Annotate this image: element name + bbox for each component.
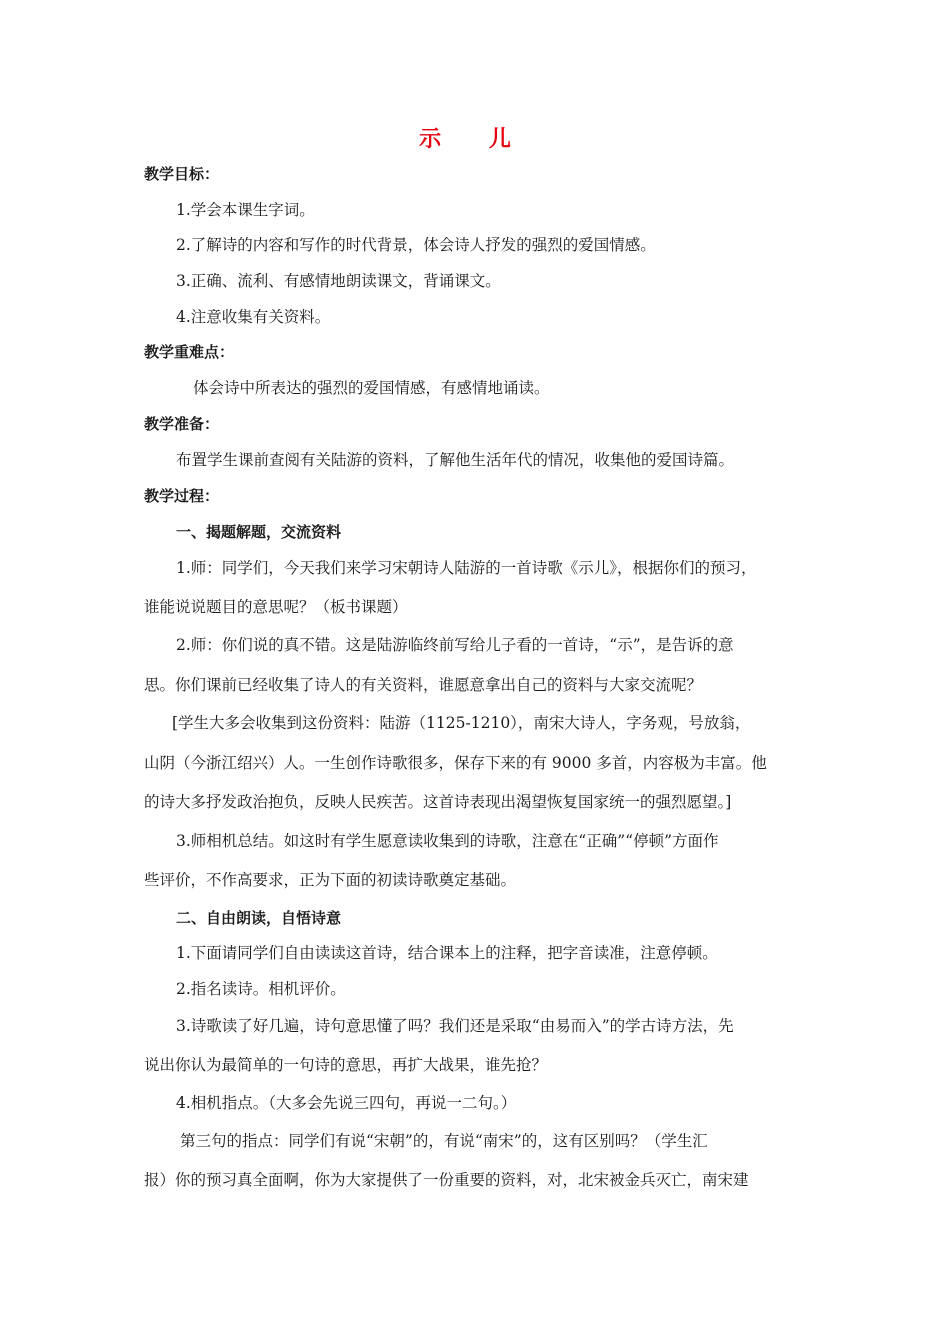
paragraph-line: 的诗大多抒发政治抱负，反映人民疾苦。这首诗表现出渴望恢复国家统一的强烈愿望。] xyxy=(144,793,732,811)
paragraph-line: 第三句的指点：同学们有说“宋朝”的，有说“南宋”的，这有区别吗？（学生汇 xyxy=(180,1132,708,1150)
paragraph-line: 谁能说说题目的意思呢？（板书课题） xyxy=(144,598,408,616)
section1-title: 一、揭题解题，交流资料 xyxy=(176,523,342,541)
paragraph-line: 2.指名读诗。相机评价。 xyxy=(176,980,346,998)
goal-item: 3.正确、流利、有感情地朗读课文，背诵课文。 xyxy=(176,272,501,290)
goal-item: 2.了解诗的内容和写作的时代背景，体会诗人抒发的强烈的爱国情感。 xyxy=(176,236,656,254)
paragraph-line: 4.相机指点。（大多会先说三四句，再说一二句。） xyxy=(176,1094,517,1112)
prep-heading: 教学准备： xyxy=(144,415,220,433)
paragraph-line: 些评价，不作高要求，正为下面的初读诗歌奠定基础。 xyxy=(144,871,517,889)
paragraph-line: 3.诗歌读了好几遍，诗句意思懂了吗？我们还是采取“由易而入”的学古诗方法，先 xyxy=(176,1017,734,1035)
section2-title: 二、自由朗读，自悟诗意 xyxy=(176,909,342,927)
process-heading: 教学过程： xyxy=(144,487,220,505)
goals-heading: 教学目标： xyxy=(144,165,220,183)
paragraph-line: 3.师相机总结。如这时有学生愿意读收集到的诗歌，注意在“正确”“停顿”方面作 xyxy=(176,832,719,850)
paragraph-line: 2.师：你们说的真不错。这是陆游临终前写给儿子看的一首诗，“示”，是告诉的意 xyxy=(176,636,734,654)
paragraph-line: 1.师：同学们，今天我们来学习宋朝诗人陆游的一首诗歌《示儿》，根据你们的预习， xyxy=(176,559,757,577)
paragraph-line: [学生大多会收集到这份资料：陆游（1125-1210），南宋大诗人，字务观，号放翁， xyxy=(172,714,751,732)
document-title: 示 儿 xyxy=(419,127,531,152)
goal-item: 4.注意收集有关资料。 xyxy=(176,308,331,326)
paragraph-line: 说出你认为最简单的一句诗的意思，再扩大战果，谁先抢？ xyxy=(144,1056,548,1074)
paragraph-line: 山阴（今浙江绍兴）人。一生创作诗歌很多，保存下来的有 9000 多首，内容极为丰富。他 xyxy=(144,754,767,772)
prep-text: 布置学生课前查阅有关陆游的资料，了解他生活年代的情况，收集他的爱国诗篇。 xyxy=(176,451,735,469)
paragraph-line: 思。你们课前已经收集了诗人的有关资料，谁愿意拿出自己的资料与大家交流呢？ xyxy=(144,676,703,694)
paragraph-line: 1.下面请同学们自由读读这首诗，结合课本上的注释，把字音读准，注意停顿。 xyxy=(176,944,718,962)
paragraph-line: 报）你的预习真全面啊，你为大家提供了一份重要的资料，对，北宋被金兵灭亡，南宋建 xyxy=(144,1171,749,1189)
focus-text: 体会诗中所表达的强烈的爱国情感，有感情地诵读。 xyxy=(193,379,550,397)
focus-heading: 教学重难点： xyxy=(144,343,235,361)
goal-item: 1.学会本课生字词。 xyxy=(176,201,315,219)
